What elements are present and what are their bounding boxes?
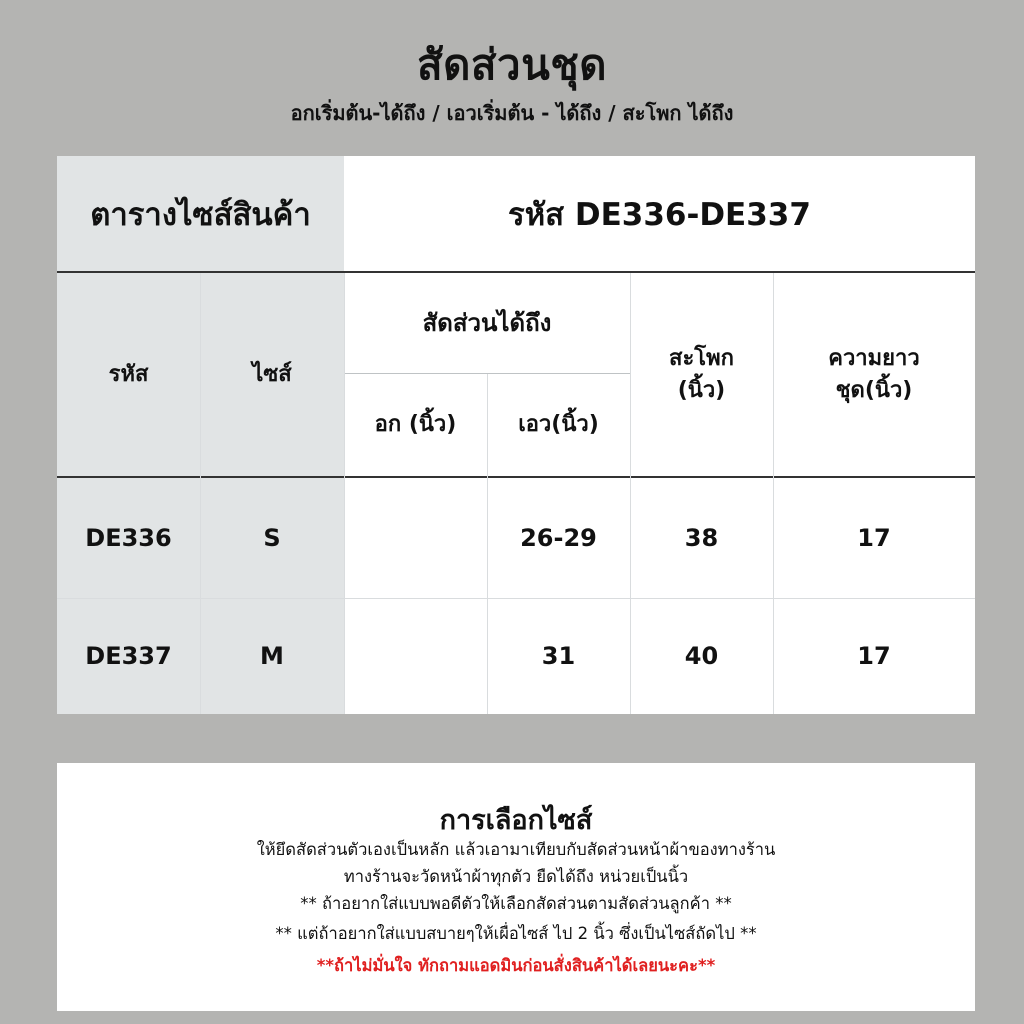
row2-size: M [260, 642, 284, 671]
column-group-header: สัดส่วนได้ถึง [422, 308, 552, 337]
size-guide-warning: **ถ้าไม่มั่นใจ ทักถามแอดมินก่อนสั่งสินค้าได้เลยนะคะ** [316, 956, 716, 975]
row2-length: 17 [857, 642, 891, 671]
hip-header-line1: สะโพก [669, 345, 734, 371]
page-title: สัดส่วนชุด [416, 40, 608, 89]
page-subtitle: อกเริ่มต้น-ได้ถึง / เอวเริ่มต้น - ได้ถึง / สะโพก ได้ถึง [290, 101, 734, 125]
size-guide-title: การเลือกไซส์ [439, 805, 593, 836]
column-header-waist: เอว(นิ้ว) [518, 412, 599, 438]
row2-code: DE337 [85, 642, 172, 671]
row1-waist: 26-29 [520, 523, 597, 552]
size-guide-line: ทางร้านจะวัดหน้าผ้าทุกตัว ยืดได้ถึง หน่วยเป็นนิ้ว [343, 867, 689, 886]
size-table [57, 156, 975, 714]
row1-code: DE336 [85, 523, 172, 552]
column-header-code: รหัส [108, 361, 149, 387]
hip-header-line2: (นิ้ว) [677, 377, 726, 403]
column-header-hip [630, 273, 773, 476]
column-header-bust: อก (นิ้ว) [374, 412, 457, 438]
row1-hip: 38 [684, 523, 719, 552]
row1-size: S [263, 523, 281, 552]
column-header-size: ไซส์ [252, 361, 292, 387]
column-header-length [773, 273, 975, 476]
size-guide-line: ** ถ้าอยากใส่แบบพอดีตัวให้เลือกสัดส่วนตามสัดส่วนลูกค้า ** [300, 894, 732, 913]
length-header-line1: ความยาว [828, 345, 920, 371]
product-code-label: รหัส DE336-DE337 [508, 197, 811, 233]
row2-hip: 40 [684, 642, 719, 671]
row2-waist: 31 [541, 642, 576, 671]
size-guide-line: ** แต่ถ้าอยากใส่แบบสบายๆให้เผื่อไซส์ ไป 2 นิ้ว ซึ่งเป็นไซส์ถัดไป ** [275, 924, 757, 943]
length-header-line2: ชุด(นิ้ว) [835, 377, 913, 403]
row2-bust [344, 599, 487, 714]
table-label: ตารางไซส์สินค้า [57, 156, 344, 272]
size-guide-line: ให้ยึดสัดส่วนตัวเองเป็นหลัก แล้วเอามาเทียบกับสัดส่วนหน้าผ้าของทางร้าน [256, 840, 776, 859]
size-guide-card [57, 763, 975, 1011]
row1-bust [344, 478, 487, 598]
row1-length: 17 [857, 523, 891, 552]
